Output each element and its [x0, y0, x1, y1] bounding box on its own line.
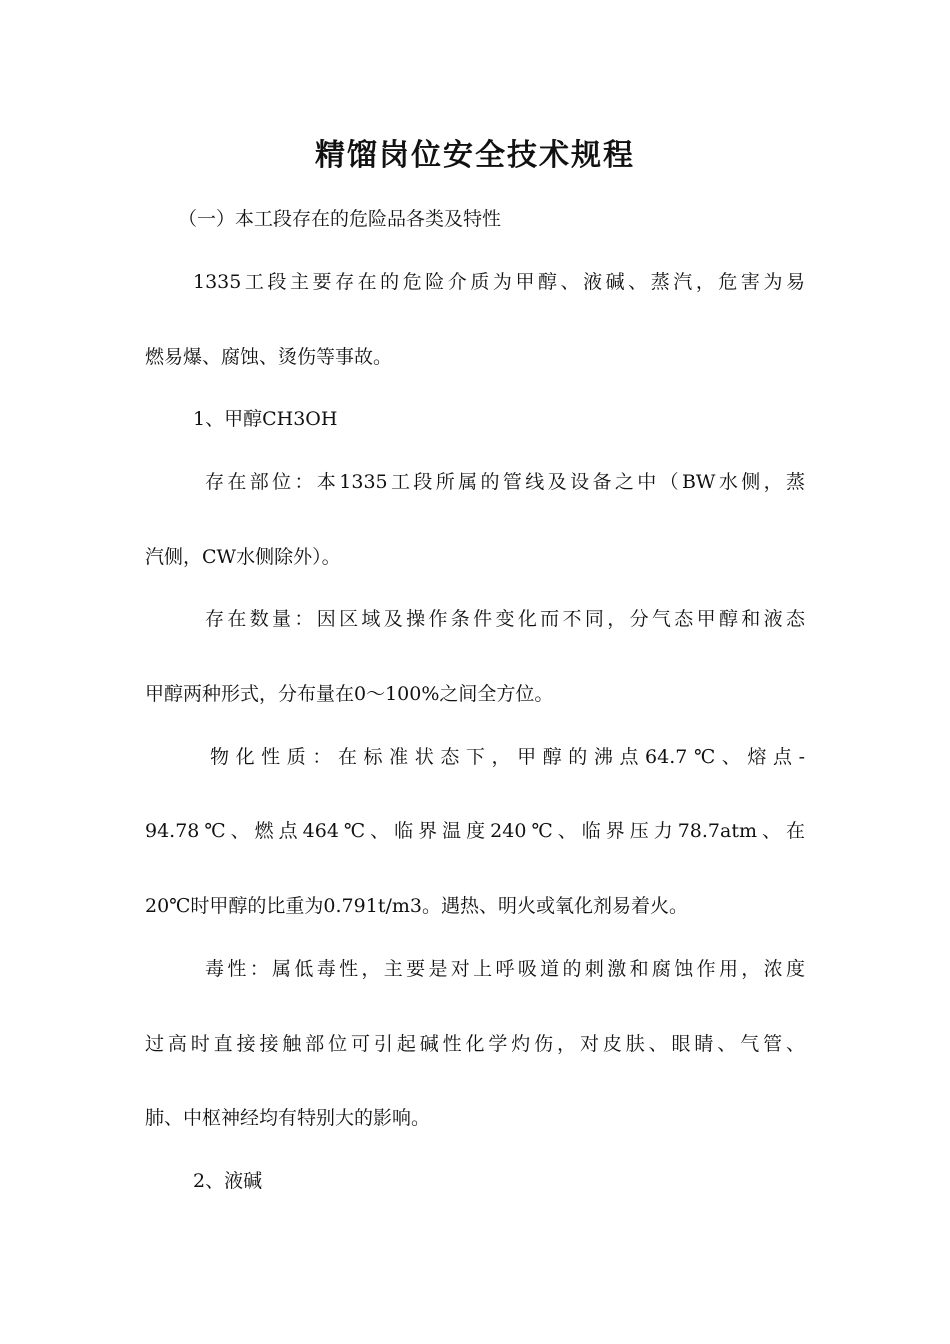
paragraph-line: 物化性质：在标准状态下，甲醇的沸点64.7℃、熔点-: [210, 746, 805, 768]
item-heading: 2、液碱: [193, 1170, 263, 1192]
paragraph-line: 毒性：属低毒性，主要是对上呼吸道的刺激和腐蚀作用，浓度: [205, 958, 805, 980]
paragraph-line: 过高时直接接触部位可引起碱性化学灼伤，对皮肤、眼睛、气管、: [145, 1033, 805, 1055]
item-heading: 1、甲醇CH3OH: [193, 408, 338, 430]
paragraph-line: 存在数量：因区域及操作条件变化而不同，分气态甲醇和液态: [205, 608, 805, 630]
paragraph-line: 1335工段主要存在的危险介质为甲醇、液碱、蒸汽，危害为易: [193, 271, 805, 293]
paragraph-line: 存在部位：本1335工段所属的管线及设备之中（BW水侧，蒸: [205, 471, 805, 493]
paragraph-line: 94.78℃、燃点464℃、临界温度240℃、临界压力78.7atm、在: [145, 820, 805, 842]
paragraph-line: 汽侧，CW水侧除外）。: [145, 546, 341, 568]
paragraph-line: 20℃时甲醇的比重为0.791t/m3。遇热、明火或氧化剂易着火。: [145, 895, 688, 917]
section-heading: （一）本工段存在的危险品各类及特性: [178, 208, 502, 230]
page-title: 精馏岗位安全技术规程: [315, 138, 635, 173]
paragraph-line: 肺、中枢神经均有特别大的影响。: [145, 1107, 431, 1129]
paragraph-line: 燃易爆、腐蚀、烫伤等事故。: [145, 346, 393, 368]
paragraph-line: 甲醇两种形式，分布量在0～100%之间全方位。: [145, 683, 554, 705]
